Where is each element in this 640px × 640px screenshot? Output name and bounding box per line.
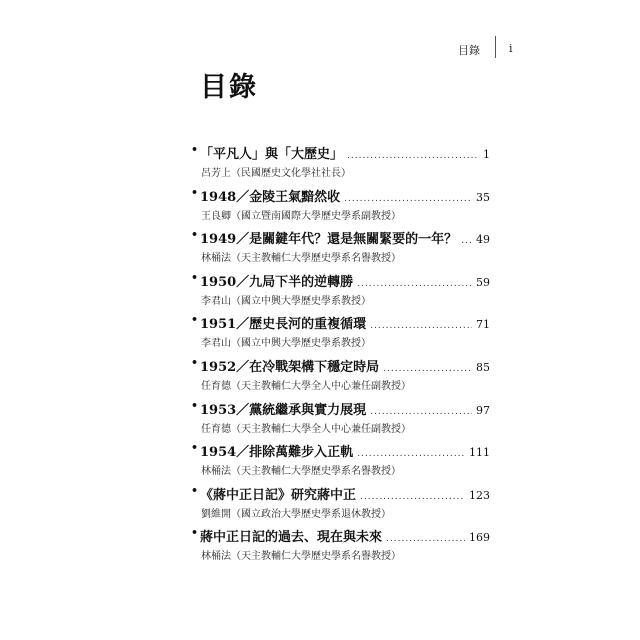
toc-entry-page: 123 [469, 488, 490, 502]
dot-leader [357, 279, 472, 289]
toc-entry[interactable] [191, 483, 490, 520]
toc-entry[interactable] [191, 313, 490, 350]
dot-leader [360, 492, 465, 502]
dot-leader [370, 321, 472, 331]
toc-entry-line [191, 185, 490, 205]
toc-entry-title: 1948／金陵王氣黯然收 [200, 189, 341, 205]
dot-leader [347, 151, 479, 161]
bullet-icon: • [191, 185, 199, 199]
toc-entry-page: 49 [476, 233, 490, 247]
toc-entry-title: 《蔣中正日記》研究蔣中正 [200, 487, 357, 503]
toc-entry-title: 1953／黨統繼承與實力展現 [200, 402, 367, 418]
toc-entry-page: 85 [476, 361, 490, 374]
toc-entry-page: 169 [469, 531, 490, 545]
dot-leader [386, 534, 465, 544]
bullet-icon: • [191, 228, 199, 242]
bullet-icon: • [191, 441, 199, 455]
toc-entry-page: 71 [476, 318, 490, 332]
toc-entry-page: 1 [483, 148, 490, 161]
dot-leader [370, 407, 472, 417]
toc-entry[interactable] [191, 185, 490, 222]
toc-entry-line [191, 228, 490, 248]
bullet-icon: • [191, 313, 199, 327]
dot-leader [357, 449, 465, 459]
toc-entry-title: 1954／排除萬難步入正軌 [200, 445, 354, 461]
toc-entry-page: 59 [476, 275, 490, 289]
toc-title: 目錄 [200, 72, 258, 103]
toc-entry-line [191, 483, 490, 503]
toc-entry-title: 1949／是關鍵年代？還是無關緊要的一年？ [200, 232, 458, 248]
toc-entry[interactable] [191, 398, 490, 435]
toc-entry-author: 李君山（國立中興大學歷史學系教授） [201, 338, 371, 350]
toc-entry-title: 蔣中正日記的過去、現在與未來 [200, 530, 383, 546]
toc-entry-line [191, 270, 490, 290]
bullet-icon: • [191, 526, 199, 540]
toc-entry[interactable] [191, 143, 490, 179]
toc-entry-title: 1952／在冷戰架構下穩定時局 [200, 360, 380, 375]
toc-entry-author: 王良卿（國立暨南國際大學歷史學系副教授） [201, 210, 401, 222]
toc-entry-line [191, 441, 490, 461]
toc-entry-title: 1951／歷史長河的重複循環 [200, 317, 367, 333]
dot-leader [383, 364, 472, 374]
toc-entry-author: 呂芳上（民國歷史文化學社社長） [201, 168, 351, 179]
running-head-title: 目錄 [458, 44, 480, 57]
bullet-icon: • [191, 270, 199, 284]
toc-entry-page: 35 [476, 190, 490, 204]
dot-leader [461, 236, 472, 246]
header-divider [495, 36, 496, 58]
toc-entry[interactable] [191, 356, 490, 392]
toc-entry[interactable] [191, 228, 490, 265]
bullet-icon: • [191, 483, 199, 497]
toc-entry-line [191, 526, 490, 546]
toc-entry-page: 97 [476, 403, 490, 417]
bullet-icon: • [191, 356, 199, 369]
bullet-icon: • [191, 398, 199, 412]
toc-entry-author: 林桶法（天主教輔仁大學歷史學系名譽教授） [201, 551, 401, 563]
toc-entry-line [191, 143, 490, 162]
toc-entry-line [191, 398, 490, 418]
toc-entry[interactable] [191, 526, 490, 563]
toc-entry-author: 李君山（國立中興大學歷史學系教授） [201, 295, 371, 307]
toc-entry-author: 任育德（天主教輔仁大學全人中心兼任副教授） [201, 423, 411, 435]
toc-entry-page: 111 [469, 446, 490, 460]
toc-entry-title: 「平凡人」與「大歷史」 [200, 147, 344, 162]
toc-entry-author: 任育德（天主教輔仁大學全人中心兼任副教授） [201, 381, 411, 392]
page-number: i [509, 42, 513, 55]
toc-entry-line [191, 313, 490, 333]
toc-entry-author: 劉維開（國立政治大學歷史學系退休教授） [201, 508, 391, 520]
toc-entry[interactable] [191, 270, 490, 307]
dot-leader [344, 194, 472, 204]
toc-entry-line [191, 356, 490, 375]
toc-entry[interactable] [191, 441, 490, 478]
toc-entry-author: 林桶法（天主教輔仁大學歷史學系名譽教授） [201, 466, 401, 478]
bullet-icon: • [191, 143, 199, 156]
toc-entry-title: 1950／九局下半的逆轉勝 [200, 274, 354, 290]
toc-entry-author: 林桶法（天主教輔仁大學歷史學系名譽教授） [201, 253, 401, 265]
